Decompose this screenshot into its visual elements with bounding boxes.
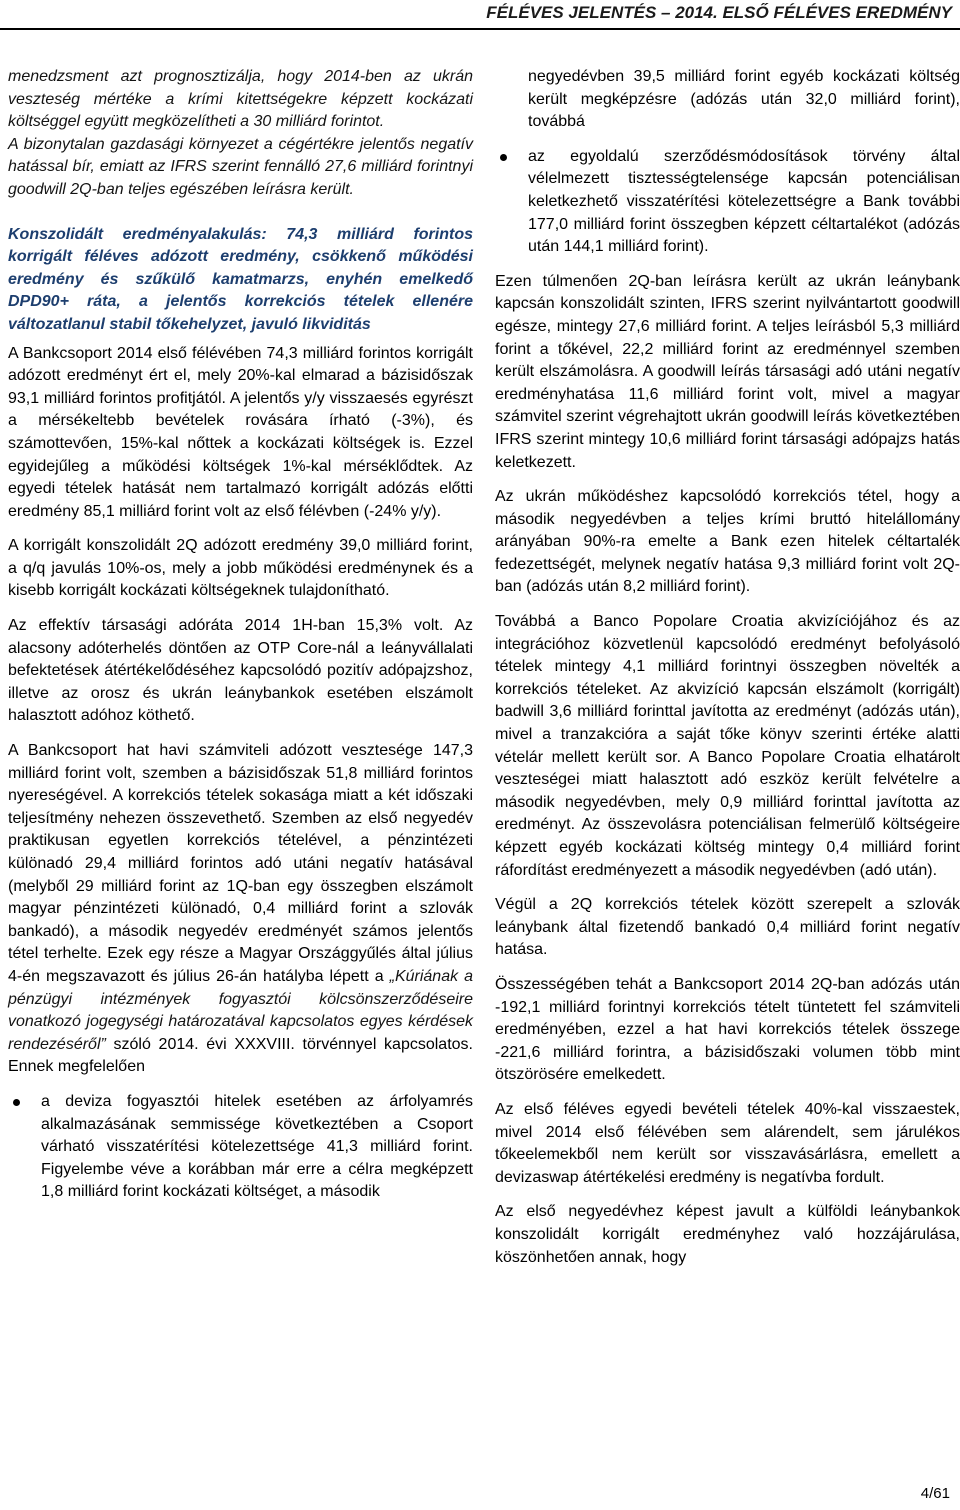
bullet-list-corrections-continued: [495, 146, 960, 259]
paragraph-q2-adjusted-profit: A korrigált konszolidált 2Q adózott eredmény 39,0 milliárd forint, a q/q javulás 10%-os, mely a jobb működési eredménynek és a kisebb korrigált kockázati költségeknek tulajdonítható.: [8, 537, 473, 600]
paragraph-ukraine-loss-forecast: menedzsment azt prognosztizálja, hogy 2014-ben az ukrán veszteség mértéke a krími kitettségekre képzett kockázati költséggel együtt megközelítheti a 30 milliárd forintot.: [8, 68, 473, 131]
accounting-loss-text: A Bankcsoport hat havi számviteli adózott vesztesége 147,3 milliárd forint volt, szemben a bázisidőszak 51,8 milliárd forintos nyereségével. A korrekciós tételek sokasága miatt a két időszaki teljesítmény nehezen összevethető. Szemben az első negyedév praktikusan egyetlen korrekciós tételével, a pénzintézeti különadó 29,4 milliárd forintos adó utáni negatív hatásával (melyből 29 milliárd forint az 1Q-ban egy összegben elszámolt magyar pénzintézeti különadó, 0,4 milliárd forint a szlovák bankadó), a második negyedév eredményét számos jelentős tétel terhelte. Ezek egy része a Magyar Országgyűlés által július 4-én megszavazott és július 26-án hatályba lépett a: [8, 742, 473, 985]
bullet-dot-icon: [13, 1099, 20, 1106]
bullet-item-contract-modifications: [495, 146, 960, 259]
right-column: [495, 66, 960, 1269]
paragraph-foreign-subsidiaries: Az első negyedévhez képest javult a külföldi leánybankok konszolidált korrigált eredményhez való hozzájárulása, köszönhetően annak, hogy: [495, 1203, 960, 1266]
header-divider: [0, 28, 960, 30]
paragraph-total-corrections: Összességében tehát a Bankcsoport 2014 2Q-ban adózás után -192,1 milliárd forintnyi korrekciós tételt tüntetett fel számviteli eredményében, ezzel a hat havi korrekciós tételek összege -221,6 milliárd forintra, a bázisidőszaki volumen több mint ötszörösére emelkedett.: [495, 975, 960, 1084]
paragraph-goodwill-writeoff: A bizonytalan gazdasági környezet a cégértékre jelentős negatív hatással bír, emiatt az IFRS szerint fennálló 27,6 milliárd forintnyi goodwill 2Q-ban teljes egészében leírásra került.: [8, 135, 473, 198]
paragraph-one-off-revenues: Az első féléves egyedi bevételi tételek 40%-kal visszaestek, mivel 2014 első félévében sem alárendelt, sem járulékos tőkeelemekből nem került sor visszavásárlásra, emellett a devizaswap átértékelési eredmény is negatívba fordult.: [495, 1100, 960, 1186]
paragraph-h1-adjusted-profit: A Bankcsoport 2014 első félévében 74,3 milliárd forintos korrigált adózott eredményt ért el, mely 20%-kal elmarad a bázisidőszak 93,1 milliárd forintos profitjától. A jelentős y/y visszaesés egyrészt a mérsékeltebb bevételek rovására írható (-3%), és számottevően, 15%-kal nőttek a kockázati költségek is. Ezzel egyidejűleg a működési költségek 1%-kal mérséklődtek. Az egyedi tételek hatását nem tartalmazó korrigált adózás előtti eredmény 85,1 milliárd forint volt az első félévben (-24% y/y).: [8, 344, 473, 520]
paragraph-crimea-provisions: Az ukrán működéshez kapcsolódó korrekciós tétel, hogy a második negyedévben a teljes krími bruttó hitelállomány arányában 90%-ra emelte a Bank ezen hitelek céltartalék fedezettségét, melynek negatív hatása 9,3 milliárd forint volt 2Q-ban (adózás után 8,2 milliárd forint).: [495, 488, 960, 596]
paragraph-banco-popolare-croatia: Továbbá a Banco Popolare Croatia akvizíciójához és az integrációhoz közvetlenül kapcsolódó eredményt befolyásoló tételek mintegy 4,1 milliárd forintnyi összegben növelték a korrekciós tételeket. Az akvizíció kapcsán elszámolt (korrigált) badwill 3,6 milliárd forinttal javította az eredményt (adózás után), mivel a tranzakcióra a saját tőke könyv szerinti értéke alatti vételár mellett került sor. A Banco Popolare Croatia elhatárolt veszteségei miatt halasztott adó eszköz került felvételre a második negyedévben, mely 0,9 milliárd forinttal javította az eredményt. Az összevolásra potenciálisan felmerülő költségeire képzett egyéb kockázati költség mintegy 0,4 milliárd forint ráfordítást eredményezett a második negyedévben (adó után).: [495, 613, 960, 879]
report-header-title: FÉLÉVES JELENTÉS – 2014. ELSŐ FÉLÉVES EREDMÉNY: [486, 3, 952, 22]
section-heading-consolidated-results: Konszolidált eredményalakulás: 74,3 milliárd forintos korrigált féléves adózott eredmény, csökkenő működési eredmény és szűkülő kamatmarzs, enyhén emelkedő DPD90+ ráta, a jelentős korrekciós tételek ellenére változatlanul stabil tőkehelyzet, javuló likviditás: [8, 225, 473, 333]
bullet-list-corrections: [8, 1091, 473, 1204]
accounting-loss-text-end: szóló 2014. évi XXXVIII. törvénnyel kapcsolatos. Ennek megfelelően: [8, 1035, 473, 1076]
paragraph-accounting-loss: [8, 740, 473, 1079]
paragraph-slovak-bank-tax: Végül a 2Q korrekciós tételek között szerepelt a szlovák leánybank által fizetendő bankadó 0,4 milliárd forint negatív hatása.: [495, 896, 960, 959]
left-column: [8, 66, 473, 1204]
bullet-text: a deviza fogyasztói hitelek esetében az árfolyamrés alkalmazásának semmissége következtében a Csoport várható visszatérítési kötelezettsége 41,3 milliárd forint. Figyelembe véve a korábban már erre a célra megképzett 1,8 milliárd forint kockázati költséget, a második: [41, 1092, 473, 1201]
paragraph-effective-tax-rate: Az effektív társasági adóráta 2014 1H-ban 15,3% volt. Az alacsony adóterhelés döntően az OTP Core-nál a leányvállalati befektetések átértékelődéséhez kapcsolódó pozitív adópajzshoz, illetve az orosz és ukrán leánybankok esetében elszámolt halasztott adóhoz köthető.: [8, 617, 473, 725]
paragraph-ukrainian-goodwill: Ezen túlmenően 2Q-ban leírásra került az ukrán leánybank kapcsán konszolidált szinten, IFRS szerint nyilvántartott goodwill egésze, mintegy 27,6 milliárd forint. A teljes leírásból 5,3 milliárd forint a tőkével, 22,2 milliárd forint az eredménnyel szemben került elszámolásra. A goodwill leírás társasági adó utáni negatív eredményhatása 11,6 milliárd forint volt, mivel a magyar számvitel szerint végrehajtott ukrán goodwill leírás következtében IFRS szerint mintegy 10,6 milliárd forint társasági adópajzs hatás keletkezett.: [495, 272, 960, 471]
bullet-dot-icon: [500, 154, 507, 161]
law-title-text: „Kúriának a pénzügyi intézmények fogyasztói kölcsönszerződéseire vonatkozó jogegységi határozatával kapcsolatos egyes kérdések rendezéséről”: [8, 967, 473, 1053]
bullet-text: az egyoldalú szerződésmódosítások törvény által vélelmezett tisztességtelensége kapcsán potenciálisan keletkezhető visszatérítési kötelezettségre a Bank további 177,0 milliárd forint összegben képzett céltartalékot (adózás után 144,1 milliárd forint).: [528, 147, 960, 256]
page-number: 4/61: [920, 1485, 950, 1502]
bullet-item-fx-spread: [8, 1091, 473, 1204]
paragraph-bullet-continuation: negyedévben 39,5 milliárd forint egyéb kockázati költség került megképzésre (adózás után 32,0 milliárd forint), továbbá: [528, 68, 960, 131]
